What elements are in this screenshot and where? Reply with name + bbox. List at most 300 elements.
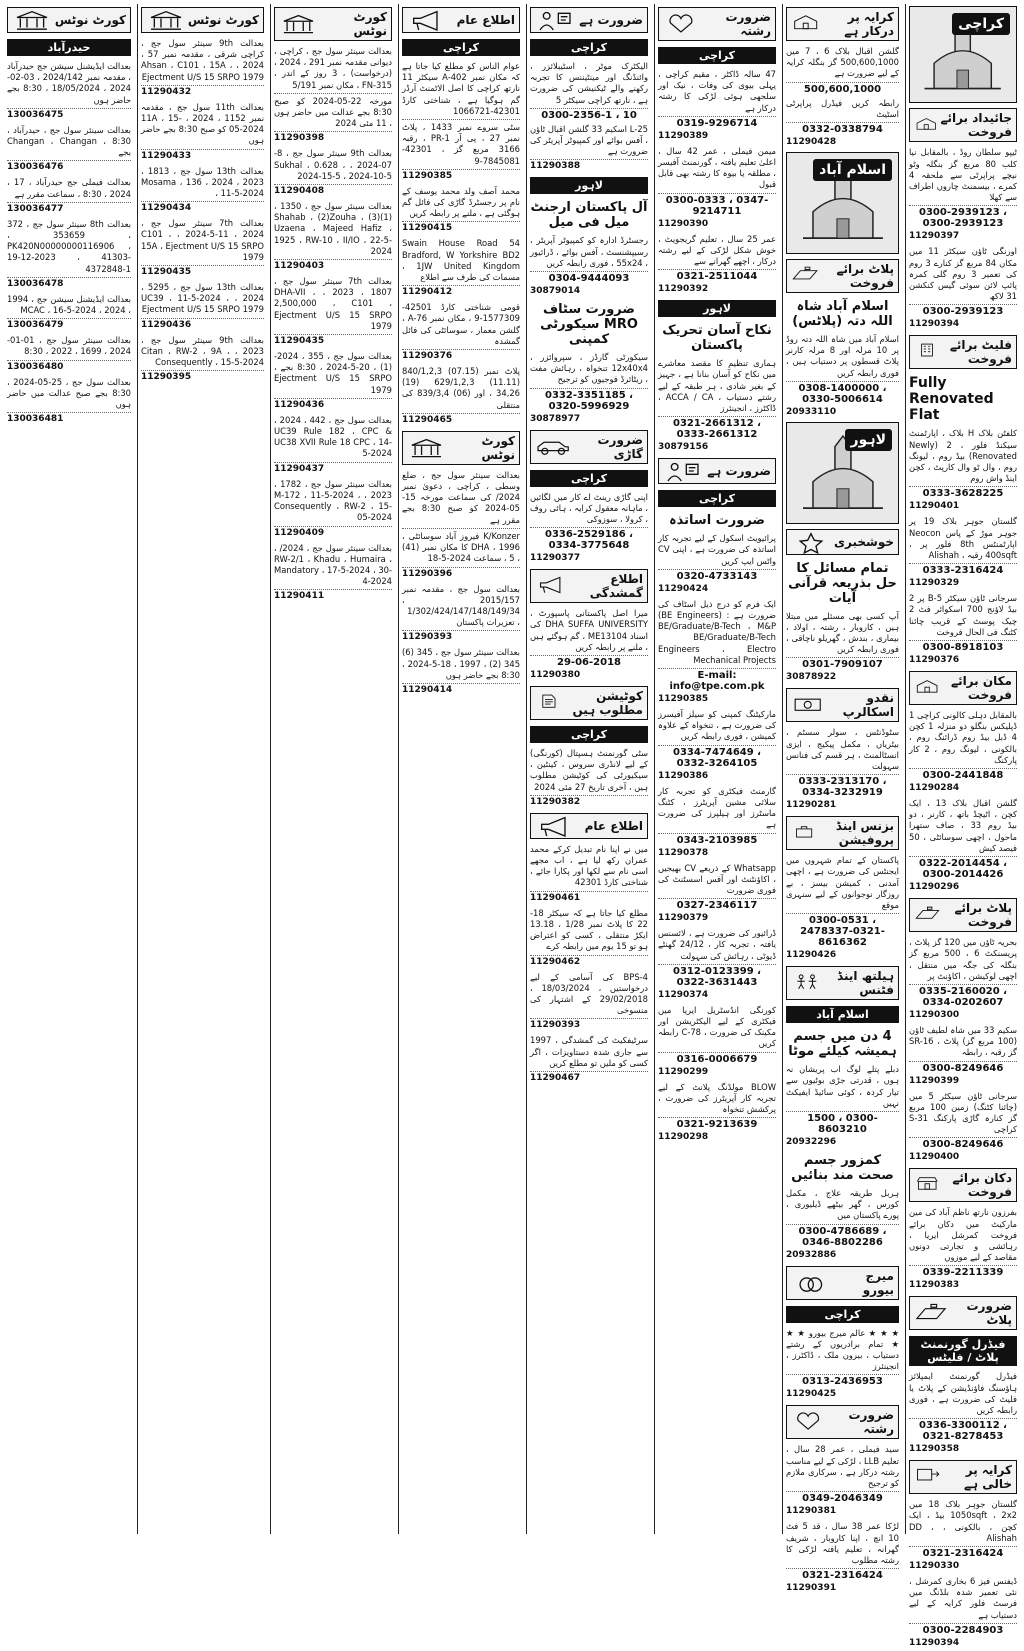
ad-text: مورخہ 22-05-2024 کو صبح 8:30 بجے عدالت میں حاضر ہوں ، 11 مئی 2024 [274,94,392,133]
section-header [909,1296,1017,1330]
section-header [786,1405,899,1439]
section-header [530,686,648,720]
megaphone-icon [535,576,568,596]
city-band: کراچی [530,470,648,487]
ad-reference-number: 11290408 [274,186,325,197]
section-header [7,7,131,33]
ad-reference-number: 11290434 [141,203,192,214]
heart-icon [791,1412,825,1432]
ad-text: مطلع کیا جاتا ہے کہ سیکٹر 18-22 کا پلاٹ نمبر 1/28 ، 13.18 ایکڑ منتقلی ، کسی کو اعتراض ہو تو 15 یوم میں رابطہ کرے [530,906,648,956]
section-title: پلاٹ برائے فروخت [954,901,1012,930]
ad-text: بعدالت سول جج ، مقدمہ نمبر 2015/157 ، 1/302/424/147/148/149/34 ، تعزیرات پاکستان [402,582,520,632]
ad-text: 47 سالہ ڈاکٹر ، مقیم کراچی ، پہلی بیوی کی وفات ، نیک اور سلجھی ہوئی لڑکی کا رشتہ درکار ہے [658,67,776,117]
section-title: میرج بیورو [862,1268,894,1297]
ad-text: سٹی سروے نمبر 1433 ، پلاٹ نمبر 27 ، پی آر PR-1 ، رقبہ 3166 مربع گز ، 42301-7845081-9 [402,120,520,170]
ad-text: بعدالت سینئر سول جج ، 1350 ، (1)Shahab ، (2)Zouha ، (3) Uzaena ، Majeed Hafiz ، 1925 ، RW-10 ، II/IO ، 22-5-2024 [274,199,392,260]
ad-headline: Fully Renovated Flat [909,375,994,424]
city-band: فیڈرل گورنمنٹ پلاٹ / فلیٹس [909,1336,1017,1366]
ad-reference-number: 11290399 [909,1075,960,1086]
city-name: اسلام آباد [813,159,892,181]
ad-text: میمن فیملی ، عمر 42 سال ، اعلیٰ تعلیم یافتہ ، گورنمنٹ آفیسر ، مطلقہ یا بیوہ کا رشتہ بھی قابل قبول [658,144,776,194]
section-header [909,1460,1017,1494]
house-icon [791,14,820,34]
contact-phone[interactable]: 0300-2356-1 ، 10 [541,109,637,121]
ad-text: آپ کسی بھی مسئلے میں مبتلا ہیں ، کاروبار ، رشتہ ، اولاد ، بیماری ، بندش ، گھریلو ناچاقی ، فوری رابطہ کریں [786,609,899,659]
section-header [786,816,899,850]
ad-reference-number: 11290381 [786,1506,837,1517]
ad-column-c3 [654,4,779,1534]
contact-phone[interactable]: 0300-8249646 [922,1062,1004,1074]
ad-text: اورنگی ٹاؤن سیکٹر 11 میں مکان 84 مربع گز کنارے 3 روم کی تعمیر 3 روم گلی کمرہ پائپ لائن سوئی گیس کنکشن 31 لاکھ [909,244,1017,305]
section-title: کورٹ نوٹس [187,13,259,27]
ad-text: ڈرائیور کی ضرورت ہے ، لائسنس یافتہ ، تجربہ کار ، 24/12 گھنٹے ڈیوٹی ، رہائش کی سہولت [658,926,776,965]
ad-text: کورنگی انڈسٹریل ایریا میں فیکٹری کے لیے الیکٹریشن اور مکینک کی ضرورت ، C-78 رابطہ کریں [658,1003,776,1053]
ad-reference-number: 11290414 [402,684,453,695]
ad-text: بعدالت سول جج ، 25-05-2024 ، 8:30 بجے صبح عدالت میں حاضر ہوں [7,375,131,414]
section-title: بزنس اینڈ پروفیشن [835,819,894,848]
star-icon [791,532,831,552]
ad-reference-number: 11290415 [402,223,453,234]
ad-reference-number: 11290329 [909,578,960,589]
ad-headline: کمزور جسم صحت مند بنائیں [791,1153,894,1184]
ad-reference-number: 11290393 [530,1020,581,1031]
ad-text: فیڈرل گورنمنٹ ایمپلائز ہاؤسنگ فاؤنڈیشن کے پلاٹ یا فلیٹ کی ضرورت ہے ، فوری رابطہ کریں [909,1369,1017,1419]
ad-reference-number: 11290299 [658,1066,709,1077]
ad-text: بعدالت 11th سول جج ، مقدمہ نمبر 1152 ، 2024 ، 11A ، 15-05-2024 کو صبح 8:30 بجے حاضر ہوں [141,100,264,150]
ad-reference-number: 11290284 [909,783,960,794]
ad-reference-number: 11290374 [658,989,709,1000]
contact-phone[interactable]: 0322-2014454 ، 0300-2014426 [919,858,1007,881]
ad-reference-number: 11290394 [909,1637,960,1648]
ad-text: میں نے اپنا نام تبدیل کرکے محمد عمران رکھ لیا ہے ، اب مجھے اسی نام سے لکھا اور پکارا جائے ، شناختی کارڈ 42301 [530,842,648,892]
ad-reference-number: 11290394 [909,319,960,330]
ad-text: ایک فرم کو درج ذیل اسٹاف کی ضرورت ہے : (BE Engineers) BE/Graduate/B-Tech ، M&P BE/Graduate/B-Tech Engineers ، Electro Mechanical Projects [658,597,776,669]
section-title: ضرورت پلاٹ [966,1299,1012,1328]
ad-reference-number: 11290380 [530,670,581,681]
section-header [909,1168,1017,1202]
ad-column-c6 [270,4,395,1534]
rent-icon [914,1467,942,1487]
city-band: کراچی [658,490,776,507]
section-title: جائیداد برائے فروخت [940,111,1012,140]
ad-text: لڑکا عمر 38 سال ، قد 5 فٹ 10 انچ ، اپنا کاروبار ، شریف گھرانہ ، تعلیم یافتہ لڑکی کا رشتہ مطلوب [786,1519,899,1569]
contact-phone[interactable]: 0312-0123399 ، 0322-3631443 [673,965,761,988]
ad-reference-number: 11290389 [658,130,709,141]
contact-phone[interactable]: 0300-8249646 [922,1139,1004,1151]
ad-headline: تمام مسائل کا حل بذریعہ قرآنی آیات [788,560,897,606]
section-title: ہیلتھ اینڈ فٹنس [837,969,894,998]
ad-column-c1 [905,4,1020,1648]
contact-phone[interactable]: 0327-2346117 [676,900,758,912]
section-header [658,7,776,41]
section-title: ضرورت رشتہ [725,10,771,38]
plot-icon [914,905,941,925]
ad-reference-number: 11290388 [530,161,581,172]
contact-phone[interactable]: 0321-2316424 [922,1547,1004,1559]
ad-text: BPS-4 کی آسامی کے لیے درخواستیں ، 18/03/2024 ، 29/02/2018 کے اشتہار کی منسوخی [530,970,648,1020]
ad-reference-number: 11290437 [274,463,325,474]
contact-phone[interactable]: 0304-9444093 [548,273,630,285]
ad-reference-number: 11290377 [530,553,581,564]
ad-text: بعدالت سینئر سول جج ، 01-01-2024 ، 1699 ، 2022 ، 8:30 [7,333,131,360]
ad-reference-number: 11290424 [658,583,709,594]
ad-text: بعدالت سول جج ، 355 ، 2024-(1) ، 20-5-2024 ، 8:30 بجے ، Ejectment U/S 15 SRPO 1979 [274,349,392,399]
ad-reference-number: 11290436 [141,319,192,330]
contact-phone[interactable]: 0336-2529186 ، 0334-3775648 [545,529,633,552]
ad-text: BLOW مولڈنگ پلانٹ کے لیے تجربہ کار آپریٹرز کی ضرورت ، پرکشش تنخواہ [658,1080,776,1119]
ad-text: ہربل طریقہ علاج ، مکمل کورس ، گھر بیٹھے ڈیلیوری ، پورے پاکستان میں [786,1186,899,1225]
ad-reference-number: 30878977 [530,413,581,424]
health-icon [791,973,821,993]
ad-text: پاکستان کے تمام شہروں میں ایجنٹس کی ضرورت ہے ، اچھی آمدنی ، کمیشن بیسز ، بے روزگار نوجوانوں کے لیے سنہری موقع [786,853,899,914]
ad-reference-number: 11290386 [658,770,709,781]
contact-phone[interactable]: 0321-9213639 [676,1119,758,1131]
ad-headline: ضرورت سٹاف MRO سیکورٹی کمپنی [540,302,638,348]
building-icon [914,342,940,362]
section-header [658,458,776,484]
section-title: فلیٹ برائے فروخت [949,338,1012,367]
contact-phone[interactable]: 0336-3300112 ، 0321-8278453 [919,1420,1007,1443]
ad-text: سٹی گورنمنٹ ہسپتال (کورنگی) کے لیے لانڈری سروس ، کینٹین ، سیکیورٹی کی کوٹیشن مطلوب ہیں ، آخری تاریخ 27 مئی 2024 [530,746,648,796]
contact-phone[interactable]: 0308-1400000 ، 0330-5006614 [798,382,887,405]
ad-text: بعدالت فیملی جج حیدرآباد ، 17 ، 2024 ، 8:30 ، سماعت مقرر ہے [7,175,131,202]
contact-phone[interactable]: 0333-2313170 ، 0334-3232919 [798,776,887,799]
ad-text: کلفٹن بلاک H بلاک ، اپارٹمنٹ سیکنڈ فلور ، 2 (Newly Renovated) بیڈ روم ، لیونگ روم ، وال ٹو وال کارپٹ ، کچن اینڈ واش روم [909,426,1017,487]
city-band: لاہور [530,177,648,194]
ad-reference-number: 11290409 [274,527,325,538]
section-title: کورٹ نوٹس [353,10,387,38]
contact-phone[interactable]: 29-06-2018 [557,657,621,669]
contact-phone[interactable]: 0321-2661312 ، 0333-2661312 [673,418,761,441]
section-title: پلاٹ برائے فروخت [836,261,894,290]
ad-reference-number: 11290401 [909,501,960,512]
ad-reference-number: 11290467 [530,1072,581,1083]
ad-reference-number: 20932886 [786,1249,837,1260]
ad-column-c2 [782,4,902,1594]
ad-text: سکیم 33 میں شاہ لطیف ٹاؤن (100 مربع گز) پلاٹ ، SR-16 گز رقبہ ، رابطہ [909,1023,1017,1062]
contact-phone[interactable]: 1500 ، 0300-8603210 [807,1113,878,1136]
contact-phone[interactable]: 0321-2316424 [802,1570,883,1582]
section-header [786,259,899,293]
ad-text: بعدالت 9th سینئر سول جج ، 8-07-2024 ، Sukhal ، 0.628 ، 2024-15-5 ، 2024-10-5 [274,146,392,185]
ad-text: ڈیفنس فیز 6 بخاری کمرشل ، نئی تعمیر شدہ بلڈنگ میں فرسٹ فلور کرایہ کے لیے دستیاب ہے [909,1574,1017,1624]
section-title: اطلاع گمشدگی [589,572,643,601]
ad-reference-number: 11290392 [658,284,709,295]
ad-text: بعدالت سینئر سول جج ، 1782 ، 2023 ، M-172 ، 11-5-2024 ، Consequently ، RW-2 ، 15-05-2024 [274,477,392,527]
ad-reference-number: 11290393 [402,632,453,643]
contact-phone[interactable]: 0300-0531 ، 2478337-0321-8616362 [800,915,885,949]
section-header [786,529,899,555]
city-band: کراچی [658,47,776,64]
ad-text: بعدالت 7th سینئر سول جج ، 2024 ، 11-5-2024 ، C101 ، 15A ، Ejectment U/S 15 SRPO 1979 [141,216,264,266]
ad-text: گلشن اقبال بلاک 6 ، 7 میں 500,600,1000 گز بنگلہ کرایہ کے لیے ضرورت ہے [786,44,899,83]
ad-reference-number: 11290426 [786,950,837,961]
contact-phone[interactable]: 500,600,1000 [803,83,882,95]
ad-text: بعدالت 8th سینئر سول جج ، 372 ، 353659 ، PK420N00000000116906 ، 19-12-2023 ، 41303-4372848-1 [7,217,131,278]
city-name: لاہور [845,429,892,451]
ad-reference-number: 130036477 [7,203,64,214]
contact-phone[interactable]: 0349-2046349 [802,1493,883,1505]
ad-text: سرٹیفکیٹ کی گمشدگی ، 1997 سے جاری شدہ دستاویزات ، اگر کسی کو ملیں تو مطلع کریں [530,1033,648,1072]
court-icon [279,14,318,34]
section-title: ضرورت رشتہ [848,1408,894,1437]
city-name: کراچی [952,13,1010,35]
contact-phone[interactable]: 0300-4786689 ، 0346-8802286 [798,1225,887,1248]
ad-reference-number: 11290465 [402,414,453,425]
megaphone-icon [407,10,447,30]
ad-text: بعدالت ایڈیشنل سیشن جج ، 1994 ، 2024 ، MCAC ، 16-5-2024 [7,292,131,319]
city-band: اسلام آباد [786,1006,899,1023]
ad-text: گلستان جوہر بلاک 18 میں 1050sqft ، 2x2 بیڈ ، ایک کچن ، بالکونی ، DD ، Alishah [909,1497,1017,1547]
ad-reference-number: 11290411 [274,591,325,602]
contact-phone[interactable]: 0339-2211339 [922,1267,1004,1279]
ad-text: سید فیملی ، عمر 28 سال ، تعلیم LLB ، لڑکی کے لیے مناسب رشتہ درکار ہے ، سرکاری ملازم کو ترجیح [786,1442,899,1492]
section-header [402,431,520,465]
ad-reference-number: 11290376 [402,351,453,362]
section-header [786,688,899,722]
ad-text: قومی شناختی کارڈ 42501-1577309-9 ، مکان نمبر A-76 ، گلشن معمار ، سوسائٹی کی فائل گمشدہ [402,300,520,350]
contact-phone[interactable]: 0316-0006679 [676,1053,758,1065]
contact-phone[interactable]: 0335-2160020 ، 0334-0202607 [919,985,1007,1008]
ad-text: ہماری تنظیم کا مقصد معاشرے میں نکاح کو آسان بنانا ہے ، جہیز کے بغیر شادی ، ہر طبقہ کے لیے رشتے دستیاب ، ACCA / CA ، ڈاکٹرز ، انجینئرز [658,356,776,417]
business-icon [791,823,817,843]
section-title: ضرورت ہے [579,13,643,27]
ad-reference-number: 11290395 [141,372,192,383]
ad-text: بعدالت سول جج ، 442 ، 2024 ، UC39 Rule 182 ، CPC & UC38 XVII Rule 18 CPC ، 14-5-2024 [274,413,392,463]
ad-reference-number: 11290435 [141,267,192,278]
ad-reference-number: 130036478 [7,278,64,289]
section-title: کرایہ پر خالی ہے [963,1463,1012,1492]
contact-phone[interactable]: 0343-2103985 [676,834,758,846]
shop-icon [914,1175,940,1195]
ad-text: سیکورٹی گارڈز ، سپروائزر ، 12x40x4 تنخواہ ، رہائش مفت ، ریٹائرڈ فوجیوں کو ترجیح [530,350,648,389]
rings-icon [791,1273,831,1293]
ad-reference-number: 11290382 [530,796,581,807]
heart-icon [663,14,699,34]
ad-text: بفرزون نارتھ ناظم آباد کی مین مارکیٹ میں دکان برائے فروخت کمرشل ایریا ، رہائشی و تجارتی دونوں مقاصد کے لیے موزوں [909,1205,1017,1266]
contact-phone[interactable]: 0333-2316424 [922,565,1004,577]
section-header [786,966,899,1000]
ad-text: Whatsapp کے ذریعے CV بھیجیں ، اکاؤنٹنٹ اور آفس اسسٹنٹ کی فوری ضرورت [658,861,776,900]
contact-phone[interactable]: 0321-2511044 [676,271,758,283]
ad-reference-number: 30879014 [530,286,581,297]
contact-phone[interactable]: E-mail: info@tpe.com.pk [669,670,765,693]
ad-reference-number: 11290390 [658,218,709,229]
ad-text: اسلام آباد میں شاہ اللہ دتہ روڈ پر 10 مرلہ اور 8 مرلہ کارنر پلاٹ قسطوں پر دستیاب ہیں ، فوری رابطہ کریں [786,332,899,382]
section-header [909,898,1017,932]
ad-reference-number: 11290330 [909,1560,960,1571]
section-header [786,7,899,41]
ad-reference-number: 130036476 [7,162,64,173]
ad-text: بعدالت 13th سول جج ، 5295 ، 2024 ، UC39 ، 11-5-2024 ، Ejectment U/S 15 SRPO 1979 [141,280,264,319]
contact-phone[interactable]: 0320-4733143 [676,570,758,582]
ad-text: بحریہ ٹاؤن میں 120 گز پلاٹ ، پریسنکٹ 6 ، 500 مربع گز بنگلہ کی جگہ میں منتقل ، اچھی لوکیشن ، اکاؤنٹ پر [909,935,1017,985]
ad-reference-number: 130036475 [7,109,64,120]
city-band: کراچی [530,726,648,743]
section-title: کورٹ نوٹس [54,13,126,27]
ad-text: دبلے پتلے لوگ اب پریشان نہ ہوں ، قدرتی جڑی بوٹیوں سے تیار کردہ ، کوئی سائیڈ ایفیکٹ نہیں [786,1062,899,1112]
ad-reference-number: 30879156 [658,442,709,453]
ad-reference-number: 11290397 [909,231,960,242]
ad-text: میرا اصل پاکستانی پاسپورٹ ، DHA SUFFA UNIVERSITY کی اسناد ME13104 ، گم ہوگئے ہیں ، ملنے پر رابطہ کریں [530,606,648,656]
contact-phone[interactable]: 0300-2441848 [922,770,1004,782]
ad-reference-number: 130036479 [7,320,64,331]
ad-text: بعدالت سینئر سول جج ، 345 (6) 345 (2) ، 1997 ، 18-5-2024 ، 8:30 بجے حاضر ہوں [402,645,520,684]
ad-reference-number: 11290385 [402,170,453,181]
ad-reference-number: 11290398 [274,133,325,144]
section-header [530,813,648,839]
contact-phone[interactable]: 0332-0338794 [802,124,883,136]
ad-text: ★ ★ ★ عالم میرج بیورو ★ ★ ★ تمام برادریوں کے رشتے دستیاب ، بیرون ملک ، ڈاکٹرز ، انجینئرز [786,1326,899,1376]
house-icon [914,678,940,698]
section-header [909,108,1017,142]
city-banner [909,6,1017,103]
ad-text: L-25 اسکیم 33 گلشن اقبال ٹاؤن ، آفس بوائے اور کمپیوٹر آپریٹر کی ضرورت ہے [530,122,648,161]
ad-text: سٹوڈنٹس ، سولر سسٹم ، بیٹریاں ، مکمل پیکیج ، ایزی انسٹالمنٹ ، ہر قسم کی فنانس سہولت [786,725,899,775]
hiring-icon [535,10,575,30]
house-icon [914,115,939,135]
section-header [530,430,648,464]
ad-reference-number: 11290296 [909,882,960,893]
section-title: اطلاع عام [584,818,643,833]
ad-text: رجسٹرڈ ادارہ کو کمپیوٹر آپریٹر ، رسیپشنسٹ ، آفس بوائے ، ڈرائیور ، 55x24 ، فوری رابطہ کریں [530,233,648,272]
ad-reference-number: 11290436 [274,399,325,410]
ad-reference-number: 11290461 [530,892,581,903]
court-icon [407,438,446,458]
ad-text: بعدالت 9th سینئر سول جج ، کراچی شرقی ، مقدمہ نمبر 57 ، 2024 ، Ahsan ، C101 ، 15A ، Ejectment U/S 15 SRPO 1979 [141,36,264,86]
ad-text: سرجانی ٹاؤن سیکٹر 5-B پر 2 بیڈ لاؤنج 700 اسکوائر فٹ 2 چیک پوسٹ کے قریب چائنا کٹنگ فی الحال فروخت [909,591,1017,641]
ad-reference-number: 11290403 [274,261,325,272]
ad-column-c8 [4,4,134,1534]
ad-text: بعدالت سینئر سول جج ، کراچی ، دیوانی مقدمہ نمبر 291 ، 2024 ، (درخواست) ، 3 روز کے اندر ، FN-315 ، مکان نمبر 5/191 [274,44,392,94]
ad-text: سرجانی ٹاؤن سیکٹر 5 میں (چائنا کٹنگ) زمین 100 مربع گز کنارہ گاڑی پارکنگ S-31 کراچی [909,1089,1017,1139]
city-band: حیدرآباد [7,39,131,56]
section-header [274,7,392,41]
contact-phone[interactable]: 0300-2284903 [922,1624,1004,1636]
section-header [402,7,520,33]
contact-phone[interactable]: 0300-2939123 ، 0300-2939123 [919,207,1007,230]
ad-text: گلشن اقبال بلاک 13 ، ایک کچن ، اٹیچڈ باتھ ، کارنر ، دو بیڈ روم 33 ، صاف ستھرا ماحول ، اچھی سوسائٹی ، 50 فیصد کیش [909,796,1017,857]
ad-text: مارکیٹنگ کمپنی کو سیلز آفیسرز کی ضرورت ہے ، تنخواہ کے علاوہ کمیشن ، فوری رابطہ کریں [658,707,776,746]
city-banner [786,152,899,254]
ad-text: بعدالت ایڈیشنل سیشن جج حیدرآباد ، مقدمہ نمبر 2024/142 ، 03-02-2024 ، 18/05/2024 ، 8:30 بجے حاضر ہوں [7,59,131,109]
section-header [909,335,1017,369]
ad-text: عوام الناس کو مطلع کیا جاتا ہے کہ مکان نمبر A-402 سیکٹر 11 نارتھ کراچی کا اصل الاٹمنٹ آرڈر گم ہوگیا ہے ، شناختی کارڈ 42301-1066721 [402,59,520,120]
ad-text: رابطہ کریں فیڈرل پراپرٹی اسٹیٹ [786,96,899,123]
ad-reference-number: 130036480 [7,361,64,372]
contact-phone[interactable]: 0333-3628225 [922,488,1004,500]
ad-text: بالمقابل دہلی کالونی کراچی 1 ڈپلیکس بنگلو دو منزلہ 1 کچن 4 ڈبل بیڈ روم ڈرائنگ روم ، بالکونی ، لیونگ روم ، 2 کار پارکنگ [909,708,1017,769]
city-band: کراچی [786,1306,899,1323]
section-header [909,671,1017,705]
section-header [786,1266,899,1300]
contact-phone[interactable]: 0313-2436953 [802,1376,883,1388]
ad-text: بعدالت 13th سول جج ، 1813 ، 2023 ، Mosama ، 136 ، 2024 ، 11-5-2024 [141,164,264,203]
ad-reference-number: 11290425 [786,1389,837,1400]
ad-reference-number: 11290378 [658,847,709,858]
hiring-icon [663,461,703,481]
contact-phone[interactable]: 0300-0333 ، 0347-9214711 [665,194,769,217]
ad-reference-number: 11290462 [530,956,581,967]
contact-phone[interactable]: 0300-2939123 [922,306,1004,318]
ad-text: بعدالت سینئر سول جج ، 2024/ ، RW-2/1 ، Khadu ، Humaira ، Mandatory ، 17-5-2024 ، 30-4-2024 [274,541,392,591]
ad-reference-number: 11290435 [274,336,325,347]
ad-headline: ضرورت اساتذہ [669,513,765,529]
ad-reference-number: 130036481 [7,414,64,425]
section-title: ضرورت گاڑی [597,432,643,461]
ad-reference-number: 11290412 [402,287,453,298]
section-header [530,7,648,33]
court-icon [146,10,186,30]
contact-phone[interactable]: 0301-7909107 [802,659,883,671]
ad-text: بعدالت سینئر سول جج ، حیدرآباد ، Changan ، Changan ، 8:30 بجے [7,123,131,162]
section-title: کوٹیشن مطلوب ہیں [572,689,643,718]
section-header [141,7,264,33]
ad-text: عمر 25 سال ، تعلیم گریجویٹ ، خوش شکل لڑکی کے لیے رشتہ درکار ، اچھے گھرانے سے [658,232,776,271]
ad-text: الیکٹرک موٹر ، اسٹیبلائزر ، وائنڈنگ اور مینٹیننس کا تجربہ رکھنے والے ٹیکنیشن کی ضرورت ہے ، نارتھ کراچی سیکٹر 5 [530,59,648,109]
city-band: کراچی [530,39,648,56]
ad-text: گلستان جوہر بلاک 19 پر جوہر موڑ کے پاس Neocon اپارٹمنٹس 8th فلور پر ، 400sqft رقبہ ، Alishah [909,514,1017,564]
ad-reference-number: 11290358 [909,1444,960,1455]
section-title: نقدو اسکالرپ [842,691,894,720]
ad-reference-number: 11290379 [658,913,709,924]
section-title: کورٹ نوٹس [481,433,515,462]
ad-text: 54 Swain House Road Bradford, W Yorkshire BD2 1JW United Kingdom ، مسمات کی طرف سے اطلاع [402,236,520,286]
ad-column-c7 [137,4,267,1534]
ad-column-c5 [398,4,523,1534]
ad-reference-number: 20933110 [786,406,837,417]
ad-reference-number: 30878922 [786,672,837,683]
ad-reference-number: 11290391 [786,1583,837,1594]
ad-text: بعدالت 9th سینئر سول جج ، 2023 ، Citan ، RW-2 ، 9A ، Consequently ، 15-5-2024 [141,333,264,372]
ad-reference-number: 11290298 [658,1132,709,1143]
ad-text: ٹیپو سلطان روڈ ، بالمقابل نیا کلب 80 مربع گز بنگلہ وٹو نیچے پراپرٹی سے ملحقہ 4 کمرے ، بیسمنٹ چاروں اطراف سے کھلا [909,145,1017,206]
plot-icon [791,266,819,286]
ad-reference-number: 11290281 [786,800,837,811]
document-icon [535,693,562,713]
ad-text: اپنی گاڑی رینٹ اے کار میں لگائیں ، ماہانہ معقول کرایہ ، ہائی روف ، کرولا ، سوزوکی [530,490,648,529]
ad-headline: 4 دن میں جسم ہمیشہ کیلئے موٹا [788,1029,897,1060]
ad-reference-number: 11290300 [909,1009,960,1020]
contact-phone[interactable]: 0319-9296714 [676,117,758,129]
contact-phone[interactable]: 0300-8918103 [922,642,1004,654]
ad-reference-number: 11290376 [909,655,960,666]
section-header [530,569,648,603]
section-title: خوشخبری [834,534,894,549]
ad-headline: آل پاکستان ارجنٹ میل فی میل [530,200,648,231]
ad-reference-number: 11290428 [786,137,837,148]
city-band: لاہور [658,300,776,317]
contact-phone[interactable]: 0332-3351185 ، 0320-5996929 [545,389,633,412]
money-icon [791,695,824,715]
ad-reference-number: 11290432 [141,86,192,97]
ad-text: بعدالت 7th سینئر سول جج ، 1807 ، 2023 ، DHA-VII ، 2,500,000 ، C101 ، Ejectment U/S 15 SRPO 1979 [274,274,392,335]
car-icon [535,437,571,457]
plot-icon [914,1303,948,1323]
ad-text: بعدالت سینئر سول جج ، ضلع وسطی ، کراچی ، دعویٰ نمبر 2024/ کی سماعت مورخہ 15-05-2024 کو صبح 8:30 بجے مقرر ہے [402,468,520,529]
ad-reference-number: 11290385 [658,694,709,705]
ad-reference-number: 11290433 [141,150,192,161]
ad-text: K/Konzer فیروز آباد سوسائٹی ، DHA ، 1996 کا مکان نمبر (41) ، 5 ، سماعت 2024-5-18 [402,529,520,568]
section-title: ضرورت ہے [707,464,771,479]
section-title: اطلاع عام [456,13,515,27]
city-band: کراچی [402,39,520,56]
ad-reference-number: 11290383 [909,1280,960,1291]
contact-phone[interactable]: 0334-7474649 ، 0332-3264105 [673,746,761,769]
section-title: کرایہ پر درکار ہے [844,10,894,38]
ad-reference-number: 11290396 [402,568,453,579]
section-title: دکان برائے فروخت [952,1171,1012,1200]
